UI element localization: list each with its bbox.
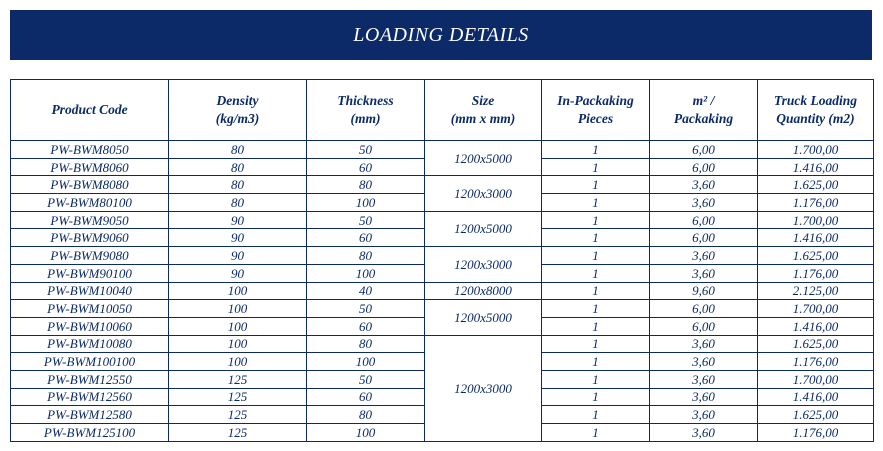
product-code-cell: PW-BWM8060 [11,158,169,176]
thickness-cell: 100 [307,424,425,442]
table-row [11,282,874,300]
truck-loading-cell: 1.416,00 [758,388,874,406]
thickness-cell: 80 [307,406,425,424]
m2-per-packaking-cell: 3,60 [650,424,758,442]
thickness-cell: 50 [307,141,425,159]
truck-loading-cell: 1.176,00 [758,424,874,442]
m2-per-packaking-cell: 3,60 [650,176,758,194]
pieces-cell: 1 [542,264,650,282]
density-cell: 100 [169,335,307,353]
table-row [11,300,874,318]
header-m2-per-packaking: m² / Packaking [650,80,758,141]
truck-loading-cell: 1.700,00 [758,370,874,388]
table-header-row [11,80,874,141]
thickness-cell: 50 [307,300,425,318]
product-code-cell: PW-BWM12580 [11,406,169,424]
density-cell: 90 [169,211,307,229]
m2-per-packaking-cell: 6,00 [650,211,758,229]
m2-per-packaking-cell: 3,60 [650,247,758,265]
density-cell: 90 [169,229,307,247]
product-code-cell: PW-BWM100100 [11,353,169,371]
table-row [11,141,874,159]
truck-loading-cell: 1.176,00 [758,353,874,371]
truck-loading-cell: 1.625,00 [758,335,874,353]
pieces-cell: 1 [542,300,650,318]
table-body [11,141,874,442]
m2-per-packaking-cell: 6,00 [650,141,758,159]
density-cell: 90 [169,264,307,282]
pieces-cell: 1 [542,388,650,406]
density-cell: 100 [169,353,307,371]
density-cell: 90 [169,247,307,265]
truck-loading-cell: 1.416,00 [758,317,874,335]
truck-loading-cell: 1.176,00 [758,194,874,212]
pieces-cell: 1 [542,176,650,194]
truck-loading-cell: 1.176,00 [758,264,874,282]
m2-per-packaking-cell: 6,00 [650,300,758,318]
page-title: LOADING DETAILS [353,23,529,46]
pieces-cell: 1 [542,247,650,265]
product-code-cell: PW-BWM9060 [11,229,169,247]
m2-per-packaking-cell: 3,60 [650,264,758,282]
product-code-cell: PW-BWM8080 [11,176,169,194]
table-row [11,176,874,194]
density-cell: 125 [169,370,307,388]
thickness-cell: 40 [307,282,425,300]
product-code-cell: PW-BWM8050 [11,141,169,159]
size-cell: 1200x5000 [425,141,542,176]
density-cell: 125 [169,424,307,442]
truck-loading-cell: 1.625,00 [758,247,874,265]
header-thickness: Thickness (mm) [307,80,425,141]
m2-per-packaking-cell: 3,60 [650,194,758,212]
product-code-cell: PW-BWM80100 [11,194,169,212]
thickness-cell: 60 [307,317,425,335]
header-size: Size (mm x mm) [425,80,542,141]
pieces-cell: 1 [542,317,650,335]
density-cell: 125 [169,406,307,424]
pieces-cell: 1 [542,211,650,229]
product-code-cell: PW-BWM12560 [11,388,169,406]
title-banner [10,10,872,60]
truck-loading-cell: 1.700,00 [758,300,874,318]
m2-per-packaking-cell: 3,60 [650,406,758,424]
density-cell: 100 [169,317,307,335]
header-in-packaking-pieces: In-Packaking Pieces [542,80,650,141]
size-cell: 1200x8000 [425,282,542,300]
m2-per-packaking-cell: 3,60 [650,370,758,388]
size-cell: 1200x3000 [425,247,542,282]
truck-loading-cell: 1.625,00 [758,176,874,194]
density-cell: 80 [169,141,307,159]
density-cell: 80 [169,194,307,212]
size-cell: 1200x3000 [425,335,542,441]
thickness-cell: 60 [307,229,425,247]
truck-loading-cell: 1.700,00 [758,141,874,159]
header-product-code: Product Code [11,80,169,141]
size-cell: 1200x3000 [425,176,542,211]
loading-details-table [10,79,874,442]
size-cell: 1200x5000 [425,300,542,335]
m2-per-packaking-cell: 6,00 [650,229,758,247]
thickness-cell: 80 [307,176,425,194]
pieces-cell: 1 [542,282,650,300]
product-code-cell: PW-BWM9050 [11,211,169,229]
pieces-cell: 1 [542,370,650,388]
pieces-cell: 1 [542,406,650,424]
m2-per-packaking-cell: 3,60 [650,335,758,353]
product-code-cell: PW-BWM10080 [11,335,169,353]
product-code-cell: PW-BWM10060 [11,317,169,335]
header-density: Density (kg/m3) [169,80,307,141]
m2-per-packaking-cell: 6,00 [650,317,758,335]
m2-per-packaking-cell: 9,60 [650,282,758,300]
pieces-cell: 1 [542,353,650,371]
product-code-cell: PW-BWM125100 [11,424,169,442]
truck-loading-cell: 2.125,00 [758,282,874,300]
product-code-cell: PW-BWM10050 [11,300,169,318]
m2-per-packaking-cell: 3,60 [650,353,758,371]
pieces-cell: 1 [542,158,650,176]
thickness-cell: 100 [307,194,425,212]
thickness-cell: 60 [307,158,425,176]
truck-loading-cell: 1.700,00 [758,211,874,229]
pieces-cell: 1 [542,424,650,442]
m2-per-packaking-cell: 6,00 [650,158,758,176]
density-cell: 80 [169,176,307,194]
truck-loading-cell: 1.625,00 [758,406,874,424]
thickness-cell: 80 [307,335,425,353]
density-cell: 100 [169,300,307,318]
table-row [11,211,874,229]
thickness-cell: 60 [307,388,425,406]
thickness-cell: 80 [307,247,425,265]
thickness-cell: 50 [307,211,425,229]
size-cell: 1200x5000 [425,211,542,246]
thickness-cell: 100 [307,353,425,371]
m2-per-packaking-cell: 3,60 [650,388,758,406]
table-row [11,335,874,353]
density-cell: 80 [169,158,307,176]
product-code-cell: PW-BWM9080 [11,247,169,265]
thickness-cell: 100 [307,264,425,282]
pieces-cell: 1 [542,141,650,159]
pieces-cell: 1 [542,335,650,353]
product-code-cell: PW-BWM90100 [11,264,169,282]
truck-loading-cell: 1.416,00 [758,229,874,247]
table-row [11,247,874,265]
product-code-cell: PW-BWM12550 [11,370,169,388]
truck-loading-cell: 1.416,00 [758,158,874,176]
thickness-cell: 50 [307,370,425,388]
density-cell: 125 [169,388,307,406]
density-cell: 100 [169,282,307,300]
header-truck-loading-quantity: Truck Loading Quantity (m2) [758,80,874,141]
pieces-cell: 1 [542,194,650,212]
product-code-cell: PW-BWM10040 [11,282,169,300]
pieces-cell: 1 [542,229,650,247]
